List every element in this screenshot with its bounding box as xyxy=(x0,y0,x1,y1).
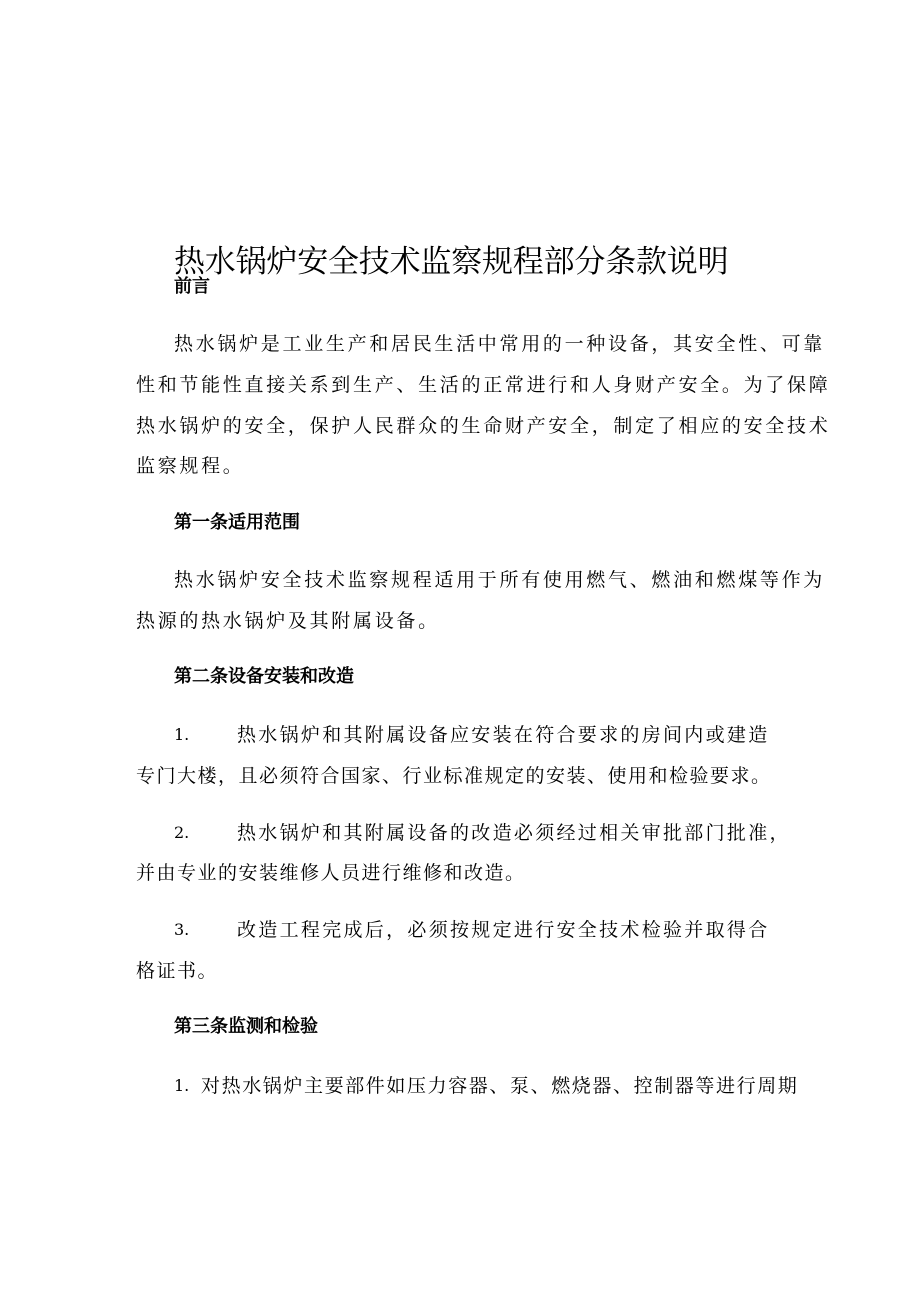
preface-line-3: 热水锅炉的安全，保护人民群众的生命财产安全，制定了相应的安全技术 xyxy=(136,415,831,437)
preface-line-1: 热水锅炉是工业生产和居民生活中常用的一种设备，其安全性、可靠 xyxy=(174,333,826,355)
article-2-heading: 第二条设备安装和改造 xyxy=(174,666,354,687)
preface-heading: 前言 xyxy=(174,276,210,297)
article-2-item-2-number: 2. xyxy=(174,823,190,842)
article-1-line-2: 热源的热水锅炉及其附属设备。 xyxy=(136,610,440,632)
article-2-item-3-line-1: 改造工程完成后，必须按规定进行安全技术检验并取得合 xyxy=(237,919,770,941)
document-title: 热水锅炉安全技术监察规程部分条款说明 xyxy=(174,243,729,280)
article-2-item-1-number: 1. xyxy=(174,725,190,744)
article-3-item-1-number: 1. xyxy=(174,1076,190,1095)
article-3-heading: 第三条监测和检验 xyxy=(174,1016,318,1037)
article-2-item-3-number: 3. xyxy=(174,920,190,939)
article-1-line-1: 热水锅炉安全技术监察规程适用于所有使用燃气、燃油和燃煤等作为 xyxy=(174,569,826,591)
article-2-item-3-line-2: 格证书。 xyxy=(136,960,219,982)
preface-line-2: 性和节能性直接关系到生产、生活的正常进行和人身财产安全。为了保障 xyxy=(136,374,831,396)
article-2-item-2-line-2: 并由专业的安装维修人员进行维修和改造。 xyxy=(136,862,526,884)
article-2-item-1-line-1: 热水锅炉和其附属设备应安装在符合要求的房间内或建造 xyxy=(237,724,770,746)
article-2-item-2-line-1: 热水锅炉和其附属设备的改造必须经过相关审批部门批准， xyxy=(237,822,791,844)
article-3-item-1-line-1: 对热水锅炉主要部件如压力容器、泵、燃烧器、控制器等进行周期 xyxy=(201,1075,799,1097)
preface-line-4: 监察规程。 xyxy=(136,455,245,477)
article-2-item-1-line-2: 专门大楼，且必须符合国家、行业标准规定的安装、使用和检验要求。 xyxy=(136,765,772,787)
article-1-heading: 第一条适用范围 xyxy=(174,512,300,533)
